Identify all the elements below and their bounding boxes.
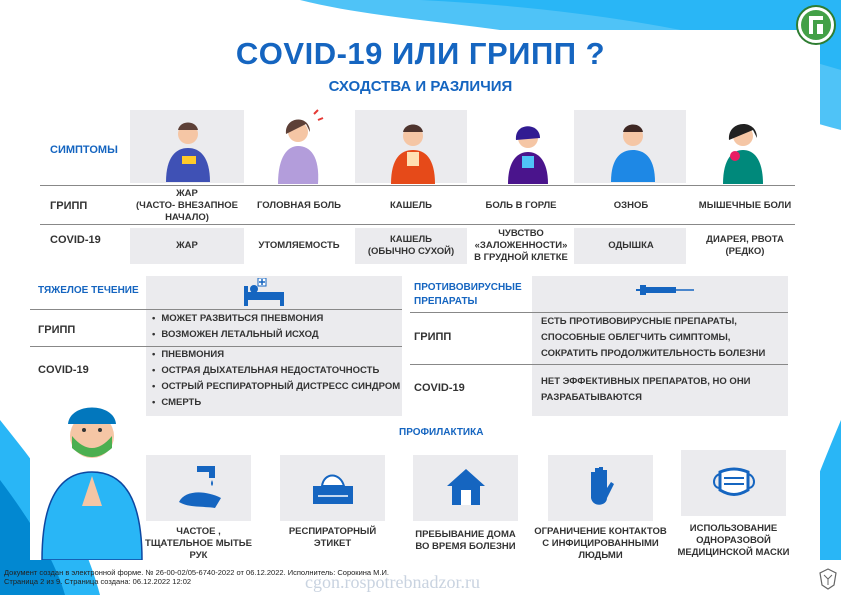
stop-hand-icon xyxy=(585,464,617,510)
covid-symptom-cell: УТОМЛЯЕМОСТЬ xyxy=(258,240,340,251)
flu-symptom-cell: ЖАР (ЧАСТО- ВНЕЗАПНОЕ НАЧАЛО) xyxy=(135,188,238,223)
list-item: • ОСТРАЯ ДЫХАТЕЛЬНАЯ НЕДОСТАТОЧНОСТЬ xyxy=(152,363,400,379)
antiviral-section-label: ПРОТИВОВИРУСНЫЕ ПРЕПАРАТЫ xyxy=(414,282,522,307)
antiviral-covid-label: COVID-19 xyxy=(414,382,465,394)
prevention-caption: ОГРАНИЧЕНИЕ КОНТАКТОВ С ИНФИЦИРОВАННЫМИ ЛЮДЬМИ xyxy=(534,526,667,561)
symptoms-covid-label: COVID-19 xyxy=(50,234,101,246)
divider xyxy=(40,224,795,225)
antiviral-flu-label: ГРИПП xyxy=(414,331,452,343)
symptoms-section-label: СИМПТОМЫ xyxy=(50,144,118,156)
divider xyxy=(40,185,795,186)
list-item: • СМЕРТЬ xyxy=(152,395,400,411)
severe-section-label: ТЯЖЕЛОЕ ТЕЧЕНИЕ xyxy=(38,285,139,296)
covid-symptom-cell: ДИАРЕЯ, РВОТА (РЕДКО) xyxy=(706,234,784,257)
covid-symptom-cell: КАШЕЛЬ (ОБЫЧНО СУХОЙ) xyxy=(367,234,455,257)
house-icon xyxy=(445,466,487,508)
prevention-caption: РЕСПИРАТОРНЫЙ ЭТИКЕТ xyxy=(288,526,377,549)
covid-symptom-cell: ЖАР xyxy=(176,240,198,251)
headache-person-icon xyxy=(270,108,326,184)
fever-person-icon xyxy=(160,112,216,182)
page-subtitle: СХОДСТВА И РАЗЛИЧИЯ xyxy=(328,78,513,95)
footer-page-line: Страница 2 из 9. Страница создана: 06.12.2022 12:02 xyxy=(4,577,192,586)
hospital-bed-icon xyxy=(240,278,288,308)
chills-person-icon xyxy=(605,112,661,182)
tissue-box-icon xyxy=(310,468,356,508)
syringe-icon xyxy=(636,282,696,298)
flu-symptom-cell: КАШЕЛЬ xyxy=(389,200,433,211)
divider xyxy=(30,309,402,310)
doctor-illustration-icon xyxy=(32,396,152,560)
prevention-caption: ЧАСТОЕ , ТЩАТЕЛЬНОЕ МЫТЬЕ РУК xyxy=(145,526,252,561)
sore-throat-person-icon xyxy=(500,112,556,184)
list-item: • ОСТРЫЙ РЕСПИРАТОРНЫЙ ДИСТРЕСС СИНДРОМ xyxy=(152,379,400,395)
covid-symptom-cell: ОДЫШКА xyxy=(608,240,654,251)
divider xyxy=(410,364,788,365)
muscle-pain-person-icon xyxy=(715,110,771,184)
list-item: • МОЖЕТ РАЗВИТЬСЯ ПНЕВМОНИЯ xyxy=(152,311,323,327)
severe-covid-label: COVID-19 xyxy=(38,364,89,376)
divider xyxy=(410,312,788,313)
symptoms-flu-label: ГРИПП xyxy=(50,200,88,212)
prevention-caption: ПРЕБЫВАНИЕ ДОМА ВО ВРЕМЯ БОЛЕЗНИ xyxy=(415,529,516,552)
antiviral-covid-text: НЕТ ЭФФЕКТИВНЫХ ПРЕПАРАТОВ, НО ОНИ РАЗРАБАТЫВАЮТСЯ xyxy=(541,376,751,403)
face-mask-icon xyxy=(710,466,758,498)
flu-symptom-cell: МЫШЕЧНЫЕ БОЛИ xyxy=(698,200,792,211)
prevention-caption: ИСПОЛЬЗОВАНИЕ ОДНОРАЗОВОЙ МЕДИЦИНСКОЙ МАСКИ xyxy=(677,523,790,558)
severe-flu-list xyxy=(152,311,323,343)
severe-covid-list xyxy=(152,347,400,411)
prevention-section-label: ПРОФИЛАКТИКА xyxy=(399,427,484,438)
cough-person-icon xyxy=(385,112,441,184)
severe-flu-label: ГРИПП xyxy=(38,324,76,336)
list-item: • ПНЕВМОНИЯ xyxy=(152,347,400,363)
flu-symptom-cell: БОЛЬ В ГОРЛЕ xyxy=(485,200,557,211)
coat-of-arms-icon xyxy=(818,567,838,591)
list-item: • ВОЗМОЖЕН ЛЕТАЛЬНЫЙ ИСХОД xyxy=(152,327,323,343)
watermark: cgon.rospotrebnadzor.ru xyxy=(305,572,480,592)
hand-washing-icon xyxy=(175,462,225,514)
antiviral-flu-text: ЕСТЬ ПРОТИВОВИРУСНЫЕ ПРЕПАРАТЫ, СПОСОБНЫЕ ОБЛЕГЧИТЬ СИМПТОМЫ, СОКРАТИТЬ ПРОДОЛЖИТЕЛЬНОСТЬ БОЛЕЗНИ xyxy=(541,316,766,359)
covid-symptom-cell: ЧУВСТВО «ЗАЛОЖЕННОСТИ» В ГРУДНОЙ КЛЕТКЕ xyxy=(474,228,568,263)
flu-symptom-cell: ОЗНОБ xyxy=(613,200,649,211)
page-title: COVID-19 ИЛИ ГРИПП ? xyxy=(235,36,606,71)
flu-symptom-cell: ГОЛОВНАЯ БОЛЬ xyxy=(257,200,341,211)
footer-document-line: Документ создан в электронной форме. № 26-00-02/05-6740-2022 от 06.12.2022. Исполнитель: Сорокина М.И. xyxy=(4,568,389,577)
